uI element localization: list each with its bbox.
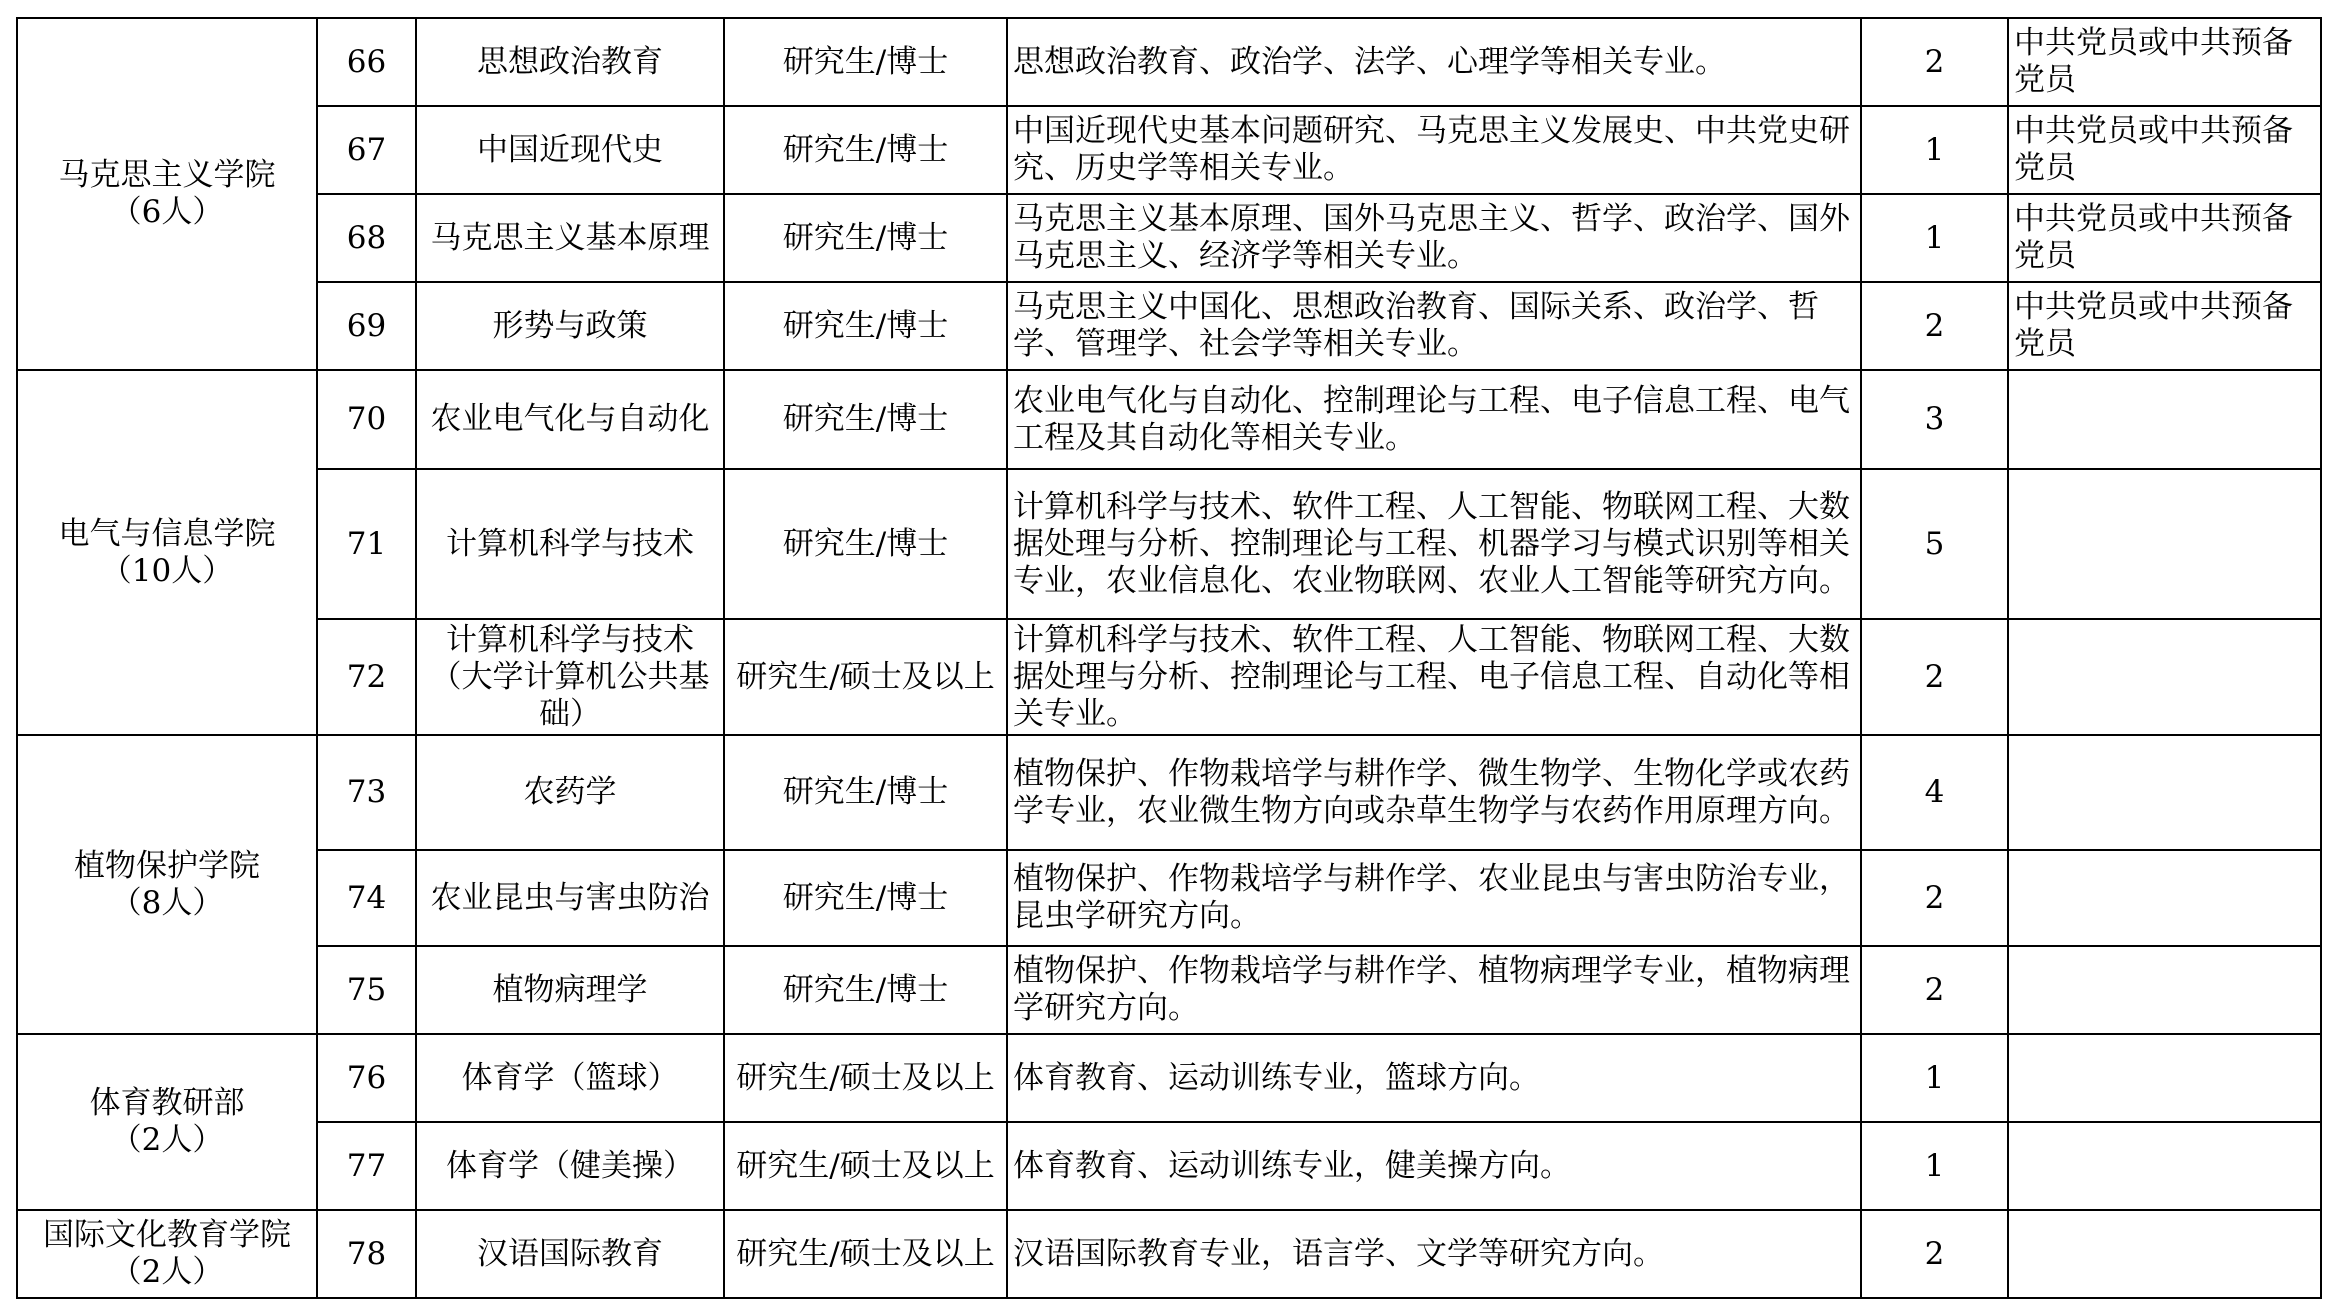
department-name: 植物保护学院 [74, 847, 260, 884]
department-headcount: （6人） [110, 194, 224, 230]
major-requirement: 计算机科学与技术、软件工程、人工智能、物联网工程、大数据处理与分析、控制理论与工程、电子信息工程、自动化等相关专业。 [1007, 619, 1861, 735]
major-requirement: 体育教育、运动训练专业，篮球方向。 [1007, 1034, 1861, 1122]
table-row [17, 1122, 2321, 1210]
remarks [2008, 1210, 2321, 1298]
remarks [2008, 850, 2321, 946]
education-requirement: 研究生/博士 [724, 469, 1007, 619]
major-name: 计算机科学与技术 [416, 469, 724, 619]
position-number: 78 [317, 1210, 416, 1298]
major-name: 植物病理学 [416, 946, 724, 1034]
position-number: 70 [317, 370, 416, 469]
position-number: 69 [317, 282, 416, 370]
major-name: 农药学 [416, 735, 724, 850]
education-requirement: 研究生/硕士及以上 [724, 1122, 1007, 1210]
hiring-count: 2 [1861, 850, 2008, 946]
remarks: 中共党员或中共预备党员 [2008, 282, 2321, 370]
table-row [17, 18, 2321, 106]
department-name: 电气与信息学院 [58, 515, 276, 552]
education-requirement: 研究生/硕士及以上 [724, 1034, 1007, 1122]
position-number: 67 [317, 106, 416, 194]
table-row [17, 106, 2321, 194]
major-name: 形势与政策 [416, 282, 724, 370]
department-cell [17, 1210, 317, 1298]
department-headcount: （10人） [100, 552, 234, 589]
hiring-count: 2 [1861, 946, 2008, 1034]
education-requirement: 研究生/博士 [724, 282, 1007, 370]
table-row [17, 619, 2321, 735]
department-headcount: （2人） [110, 1122, 224, 1158]
table-row [17, 1034, 2321, 1122]
table-row [17, 735, 2321, 850]
table-row [17, 282, 2321, 370]
education-requirement: 研究生/博士 [724, 850, 1007, 946]
hiring-count: 1 [1861, 1122, 2008, 1210]
hiring-count: 1 [1861, 1034, 2008, 1122]
major-requirement: 植物保护、作物栽培学与耕作学、农业昆虫与害虫防治专业，昆虫学研究方向。 [1007, 850, 1861, 946]
education-requirement: 研究生/博士 [724, 106, 1007, 194]
major-requirement: 计算机科学与技术、软件工程、人工智能、物联网工程、大数据处理与分析、控制理论与工程、机器学习与模式识别等相关专业，农业信息化、农业物联网、农业人工智能等研究方向。 [1007, 469, 1861, 619]
education-requirement: 研究生/硕士及以上 [724, 619, 1007, 735]
table-row [17, 370, 2321, 469]
department-name: 马克思主义学院 [58, 157, 276, 193]
position-number: 75 [317, 946, 416, 1034]
position-number: 77 [317, 1122, 416, 1210]
major-name: 体育学（健美操） [416, 1122, 724, 1210]
department-cell [17, 18, 317, 370]
major-requirement: 中国近现代史基本问题研究、马克思主义发展史、中共党史研究、历史学等相关专业。 [1007, 106, 1861, 194]
major-name: 中国近现代史 [416, 106, 724, 194]
major-requirement: 植物保护、作物栽培学与耕作学、微生物学、生物化学或农药学专业，农业微生物方向或杂草生物学与农药作用原理方向。 [1007, 735, 1861, 850]
major-requirement: 农业电气化与自动化、控制理论与工程、电子信息工程、电气工程及其自动化等相关专业。 [1007, 370, 1861, 469]
table-row [17, 194, 2321, 282]
hiring-count: 2 [1861, 1210, 2008, 1298]
position-number: 72 [317, 619, 416, 735]
department-cell [17, 1034, 317, 1210]
remarks [2008, 619, 2321, 735]
hiring-count: 4 [1861, 735, 2008, 850]
hiring-count: 2 [1861, 18, 2008, 106]
table-row [17, 850, 2321, 946]
major-name: 农业昆虫与害虫防治 [416, 850, 724, 946]
major-name: 汉语国际教育 [416, 1210, 724, 1298]
department-headcount: （2人） [110, 1254, 224, 1290]
table-row [17, 469, 2321, 619]
department-cell [17, 735, 317, 1034]
major-name: 计算机科学与技术（大学计算机公共基础） [416, 619, 724, 735]
department-name: 国际文化教育学院 [43, 1217, 291, 1253]
hiring-count: 1 [1861, 106, 2008, 194]
hiring-count: 5 [1861, 469, 2008, 619]
major-name: 思想政治教育 [416, 18, 724, 106]
department-cell [17, 370, 317, 735]
hiring-count: 3 [1861, 370, 2008, 469]
remarks [2008, 370, 2321, 469]
major-requirement: 体育教育、运动训练专业，健美操方向。 [1007, 1122, 1861, 1210]
table-row [17, 946, 2321, 1034]
position-number: 73 [317, 735, 416, 850]
department-name: 体育教研部 [89, 1085, 245, 1121]
recruitment-table [16, 17, 2322, 1299]
education-requirement: 研究生/博士 [724, 735, 1007, 850]
hiring-count: 2 [1861, 619, 2008, 735]
hiring-count: 2 [1861, 282, 2008, 370]
position-number: 68 [317, 194, 416, 282]
remarks: 中共党员或中共预备党员 [2008, 194, 2321, 282]
remarks [2008, 469, 2321, 619]
hiring-count: 1 [1861, 194, 2008, 282]
major-requirement: 植物保护、作物栽培学与耕作学、植物病理学专业，植物病理学研究方向。 [1007, 946, 1861, 1034]
remarks: 中共党员或中共预备党员 [2008, 18, 2321, 106]
major-requirement: 思想政治教育、政治学、法学、心理学等相关专业。 [1007, 18, 1861, 106]
table-row [17, 1210, 2321, 1298]
remarks [2008, 1122, 2321, 1210]
education-requirement: 研究生/博士 [724, 194, 1007, 282]
position-number: 74 [317, 850, 416, 946]
major-requirement: 马克思主义中国化、思想政治教育、国际关系、政治学、哲学、管理学、社会学等相关专业。 [1007, 282, 1861, 370]
major-name: 体育学（篮球） [416, 1034, 724, 1122]
major-name: 马克思主义基本原理 [416, 194, 724, 282]
position-number: 71 [317, 469, 416, 619]
remarks [2008, 1034, 2321, 1122]
major-requirement: 汉语国际教育专业，语言学、文学等研究方向。 [1007, 1210, 1861, 1298]
education-requirement: 研究生/博士 [724, 946, 1007, 1034]
department-headcount: （8人） [110, 884, 224, 921]
education-requirement: 研究生/博士 [724, 18, 1007, 106]
major-requirement: 马克思主义基本原理、国外马克思主义、哲学、政治学、国外马克思主义、经济学等相关专业。 [1007, 194, 1861, 282]
remarks: 中共党员或中共预备党员 [2008, 106, 2321, 194]
position-number: 66 [317, 18, 416, 106]
education-requirement: 研究生/博士 [724, 370, 1007, 469]
remarks [2008, 735, 2321, 850]
remarks [2008, 946, 2321, 1034]
education-requirement: 研究生/硕士及以上 [724, 1210, 1007, 1298]
major-name: 农业电气化与自动化 [416, 370, 724, 469]
position-number: 76 [317, 1034, 416, 1122]
